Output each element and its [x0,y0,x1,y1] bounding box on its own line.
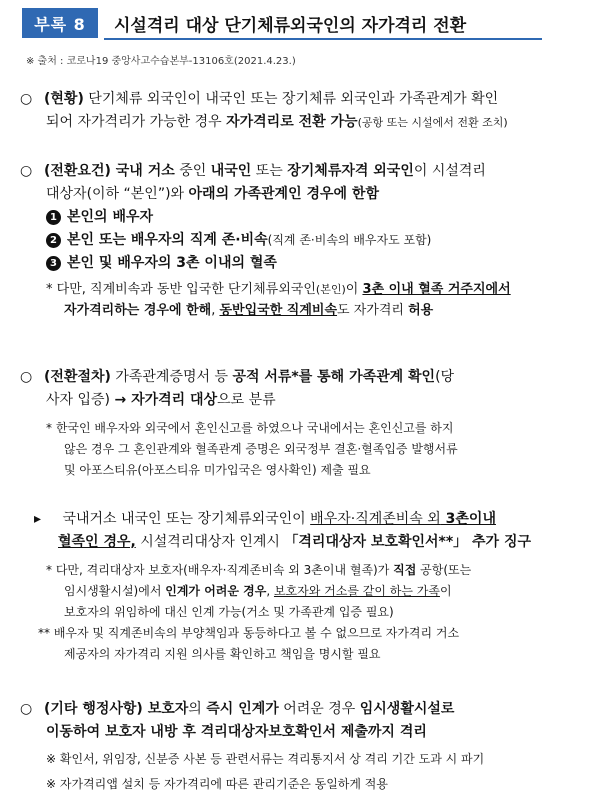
guardian-bold: 「격리대상자 보호확인서**」 추가 징구 [284,534,532,550]
note-text: 도 자가격리 [337,303,409,318]
admin-bold: 임시생활시설로 [359,701,455,717]
section-status-line-2 [20,111,576,134]
admin-note-2: ※ 자가격리앱 설치 등 자가격리에 따른 관리기준은 동일하게 적용 [46,777,388,791]
guardian-text: 시설격리대상자 인계시 [135,534,285,550]
guardian-line-1 [20,508,576,531]
admin-bold: 보호자 [142,701,189,717]
guardian-text: 국내거소 내국인 또는 장기체류외국인이 [58,511,311,527]
circle-bullet: ○ [20,369,33,385]
guardian-note-2-line-1: ** 배우자 및 직계존비속의 부양책임과 동등하다고 볼 수 없으므로 자가격리 거소 [38,626,460,640]
number-badge-icon: 1 [46,210,61,225]
proc-text: (당 [435,369,455,385]
note-bold: 자가격리하는 경우에 한해 [64,303,212,318]
requirements-line-2 [20,183,576,206]
admin-line-2 [20,721,576,744]
note-text: 임시생활시설)에서 [64,584,166,598]
requirements-label: (전환요건) [44,163,111,179]
admin-note-1: ※ 확인서, 위임장, 신분증 사본 등 관련서류는 격리통지서 상 격리 기간 도과 시 파기 [46,752,485,766]
guardian-note-1-line-3: 보호자의 위임하에 대신 인계 가능(거소 및 가족관계 입증 필요) [64,605,394,619]
status-text: 단기체류 외국인이 내국인 또는 장기체류 외국인과 가족관계가 확인 [83,91,499,107]
procedure-note-1: * 한국인 배우자와 외국에서 혼인신고를 하였으나 국내에서는 혼인신고를 하지 [46,421,454,435]
page-title: 시설격리 대상 단기체류외국인의 자가격리 전환 [104,8,542,40]
req-text-3: 이 시설격리 [413,163,486,179]
note-text: 이 [345,282,363,297]
note-text: 공항(또는 [416,563,472,577]
appendix-badge: 부록 8 [22,8,98,38]
proc-text: 가족관계증명서 등 [110,369,233,385]
note-small: (본인) [315,283,346,296]
note-text: , [211,303,220,318]
req-text-1: 중인 [174,163,211,179]
section-procedure [20,366,576,481]
requirement-item-3 [20,252,576,275]
admin-line-1 [20,698,576,721]
guardian-underline: 배우자·직계존비속 외 [310,511,441,527]
req-bold-1: 국내 거소 [110,163,175,179]
req-bold-3: 장기체류자격 외국인 [287,163,414,179]
source-line: ※ 출처 : 코로나19 중앙사고수습본부-13106호(2021.4.23.) [26,56,296,67]
guardian-note-1-line-1 [20,560,576,581]
section-status-line-1 [20,88,576,111]
section-requirements [20,160,576,321]
guardian-bold: 3촌이내 [440,511,496,527]
procedure-note-2: 않은 경우 그 혼인관계와 혈족관계 증명은 외국정부 결혼·혈족입증 발행서류 [64,442,458,456]
req-item-text: 본인 및 배우자의 3촌 이내의 혈족 [67,255,277,271]
note-text: 이 [439,584,452,598]
note-text: * 다만, 격리대상자 보호자(배우자·직계존비속 외 3촌이내 혈족)가 [46,563,394,577]
requirement-item-1 [20,206,576,229]
status-bold: 자가격리로 전환 가능 [226,114,358,130]
note-bold: 3촌 이내 혈족 거주지에서 [362,282,511,297]
number-badge-icon: 2 [46,233,61,248]
req-text-2: 또는 [251,163,288,179]
proc-text: 으로 분류 [217,392,276,408]
req-bold-2: 내국인 [210,163,252,179]
circle-bullet: ○ [20,163,33,179]
appendix-header [22,8,542,38]
admin-label: (기타 행정사항) [44,701,143,717]
triangle-bullet-icon: ▸ [34,511,42,527]
note-bold: 인계가 어려운 경우 [165,584,267,598]
note-underline: 보호자와 거소를 같이 하는 가족 [273,584,440,598]
admin-text: 의 [188,701,207,717]
admin-bold: 이동하여 보호자 내방 후 격리대상자보호확인서 제출까지 격리 [46,724,427,740]
arrow-right-icon: → [114,392,127,408]
requirements-note-line-1 [20,279,576,300]
procedure-label: (전환절차) [44,369,111,385]
note-text: , [266,584,274,598]
circle-bullet: ○ [20,91,33,107]
procedure-line-2 [20,389,576,412]
requirements-line-1 [20,160,576,183]
procedure-line-1 [20,366,576,389]
requirement-item-2 [20,229,576,252]
note-text: * 다만, 직계비속과 동반 입국한 단기체류외국인 [46,282,316,297]
status-text-2: 되어 자가격리가 가능한 경우 [46,114,227,130]
req-text-4: 대상자(이하 “본인”)와 [46,186,189,202]
status-small: (공항 또는 시설에서 전환 조치) [357,116,508,129]
note-bold: 동반입국한 직계비속 [219,303,338,318]
req-item-sub: (직계 존·비속의 배우자도 포함) [267,233,432,247]
req-bold-4: 아래의 가족관계인 경우에 한함 [188,186,379,202]
note-bold: 직접 [393,563,417,577]
admin-text: 어려운 경우 [278,701,360,717]
guardian-line-2 [20,531,576,554]
number-badge-icon: 3 [46,256,61,271]
guardian-note-1-line-2 [20,581,576,602]
procedure-note-3: 및 아포스티유(아포스티유 미가입국은 영사확인) 제출 필요 [64,463,371,477]
status-label: (현황) [44,91,84,107]
guardian-bold: 혈족인 경우, [58,534,136,550]
note-bold: 허용 [408,303,434,318]
proc-bold: 자가격리 대상 [126,392,218,408]
admin-bold: 즉시 인계가 [206,701,279,717]
proc-text: 사자 입증) [46,392,115,408]
guardian-note-2-line-2: 제공자의 자가격리 지원 의사를 확인하고 책임을 명시할 필요 [64,647,381,661]
req-item-text: 본인의 배우자 [67,209,154,225]
proc-bold: 공적 서류*를 통해 가족관계 확인 [232,369,436,385]
circle-bullet: ○ [20,701,33,717]
section-guardian [20,508,576,665]
section-admin [20,698,576,795]
requirements-note-line-2 [20,300,576,321]
req-item-text: 본인 또는 배우자의 직계 존·비속 [67,232,268,248]
section-status [20,88,576,134]
